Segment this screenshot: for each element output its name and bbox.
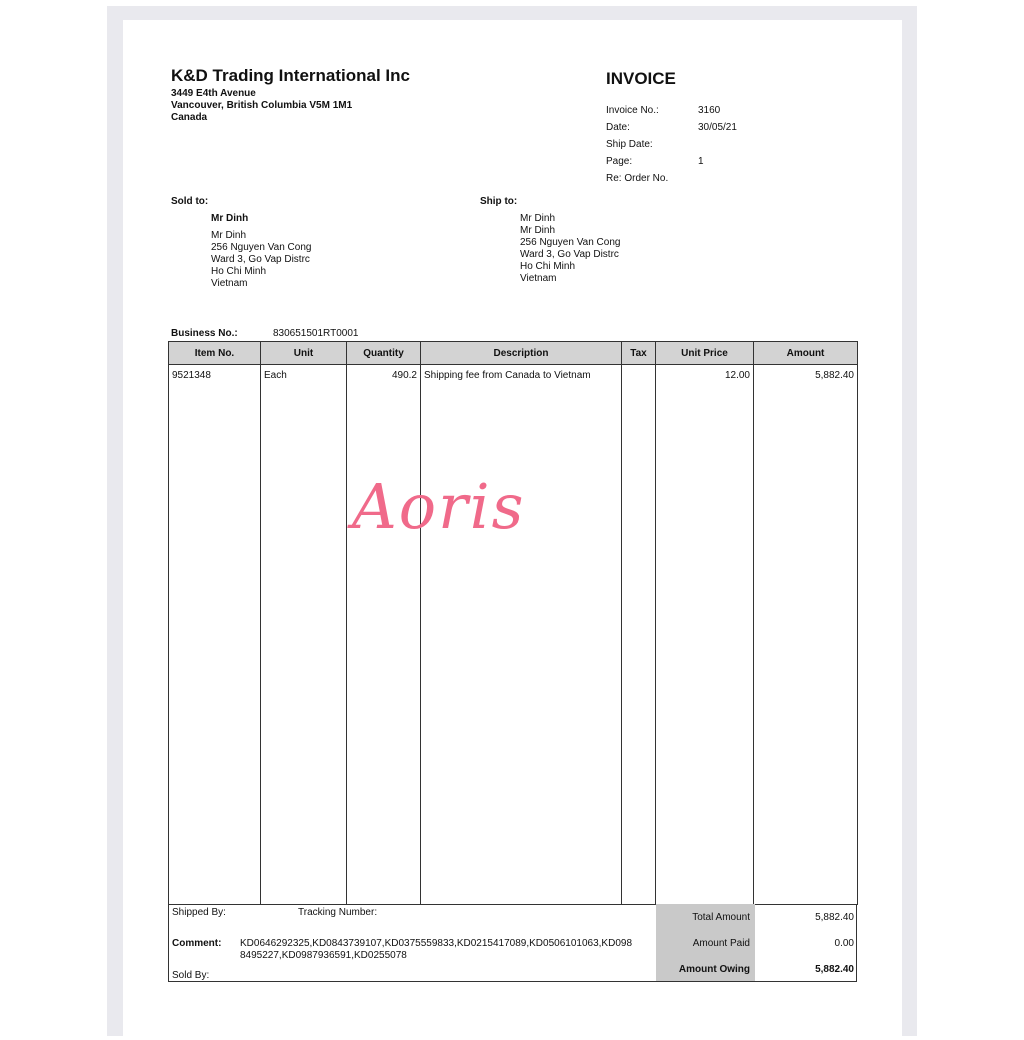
invoice-footer <box>168 904 857 982</box>
table-filler-row <box>169 385 858 905</box>
comment-line1: KD0646292325,KD0843739107,KD0375559833,KD0215417089,KD0506101063,KD098 <box>240 938 633 949</box>
sold-to-line: Vietnam <box>211 278 248 289</box>
sold-to-label: Sold to: <box>171 196 209 207</box>
company-name: K&D Trading International Inc <box>171 66 410 85</box>
ship-to-line: 256 Nguyen Van Cong <box>520 237 621 248</box>
amount-owing-label: Amount Owing <box>678 964 750 975</box>
total-amount-label: Total Amount <box>692 912 750 923</box>
business-number-value: 830651501RT0001 <box>273 328 359 339</box>
invoice-number-value: 3160 <box>698 105 721 116</box>
sold-to-line: Ho Chi Minh <box>211 266 267 277</box>
sold-to-line: Ward 3, Go Vap Distrc <box>211 254 310 265</box>
shipped-by-label: Shipped By: <box>172 907 226 918</box>
column-header-quantity: Quantity <box>347 342 421 365</box>
invoice-date-value: 30/05/21 <box>698 122 737 133</box>
comment-label: Comment: <box>172 938 222 949</box>
company-address-line1: 3449 E4th Avenue <box>171 88 256 99</box>
invoice-title: INVOICE <box>606 69 676 88</box>
ship-to-label: Ship to: <box>480 196 518 207</box>
ship-to-line: Mr Dinh <box>520 213 556 224</box>
ship-to-line: Vietnam <box>520 273 557 284</box>
cell-description: Shipping fee from Canada to Vietnam <box>421 365 622 385</box>
sold-by-label: Sold By: <box>172 970 210 981</box>
amount-owing-value: 5,882.40 <box>815 964 854 975</box>
business-number-label: Business No.: <box>171 328 238 339</box>
amount-paid-value: 0.00 <box>834 938 854 949</box>
invoice-number-label: Invoice No.: <box>606 105 659 116</box>
total-amount-value: 5,882.40 <box>815 912 854 923</box>
company-country: Canada <box>171 112 208 123</box>
page-value: 1 <box>698 156 704 167</box>
invoice-date-label: Date: <box>606 122 630 133</box>
sold-to-line: Mr Dinh <box>211 230 247 241</box>
column-header-unit-price: Unit Price <box>656 342 754 365</box>
column-header-item-no: Item No. <box>169 342 261 365</box>
column-header-description: Description <box>421 342 622 365</box>
cell-unit: Each <box>261 365 347 385</box>
cell-item-no: 9521348 <box>169 365 261 385</box>
line-items-table <box>168 341 858 905</box>
cell-quantity: 490.2 <box>347 365 421 385</box>
cell-unit-price: 12.00 <box>656 365 754 385</box>
page-label: Page: <box>606 156 633 167</box>
tracking-number-label: Tracking Number: <box>298 907 378 918</box>
ship-to-address <box>520 213 620 285</box>
table-row <box>169 365 858 385</box>
cell-amount: 5,882.40 <box>754 365 858 385</box>
company-address-line2: Vancouver, British Columbia V5M 1M1 <box>171 100 353 111</box>
sold-to-address <box>211 230 311 290</box>
column-header-tax: Tax <box>622 342 656 365</box>
watermark-logo: Aoris <box>352 470 526 543</box>
comment-line2: 8495227,KD0987936591,KD0255078 <box>240 950 407 961</box>
sold-to-line: 256 Nguyen Van Cong <box>211 242 312 253</box>
order-number-label: Re: Order No. <box>606 173 669 184</box>
column-header-unit: Unit <box>261 342 347 365</box>
ship-to-line: Mr Dinh <box>520 225 556 236</box>
ship-to-line: Ward 3, Go Vap Distrc <box>520 249 619 260</box>
cell-tax <box>622 365 656 385</box>
column-header-amount: Amount <box>754 342 858 365</box>
ship-to-line: Ho Chi Minh <box>520 261 576 272</box>
table-header-row <box>169 342 858 365</box>
sold-to-name: Mr Dinh <box>211 213 249 224</box>
amount-paid-label: Amount Paid <box>692 938 750 949</box>
ship-date-label: Ship Date: <box>606 139 653 150</box>
